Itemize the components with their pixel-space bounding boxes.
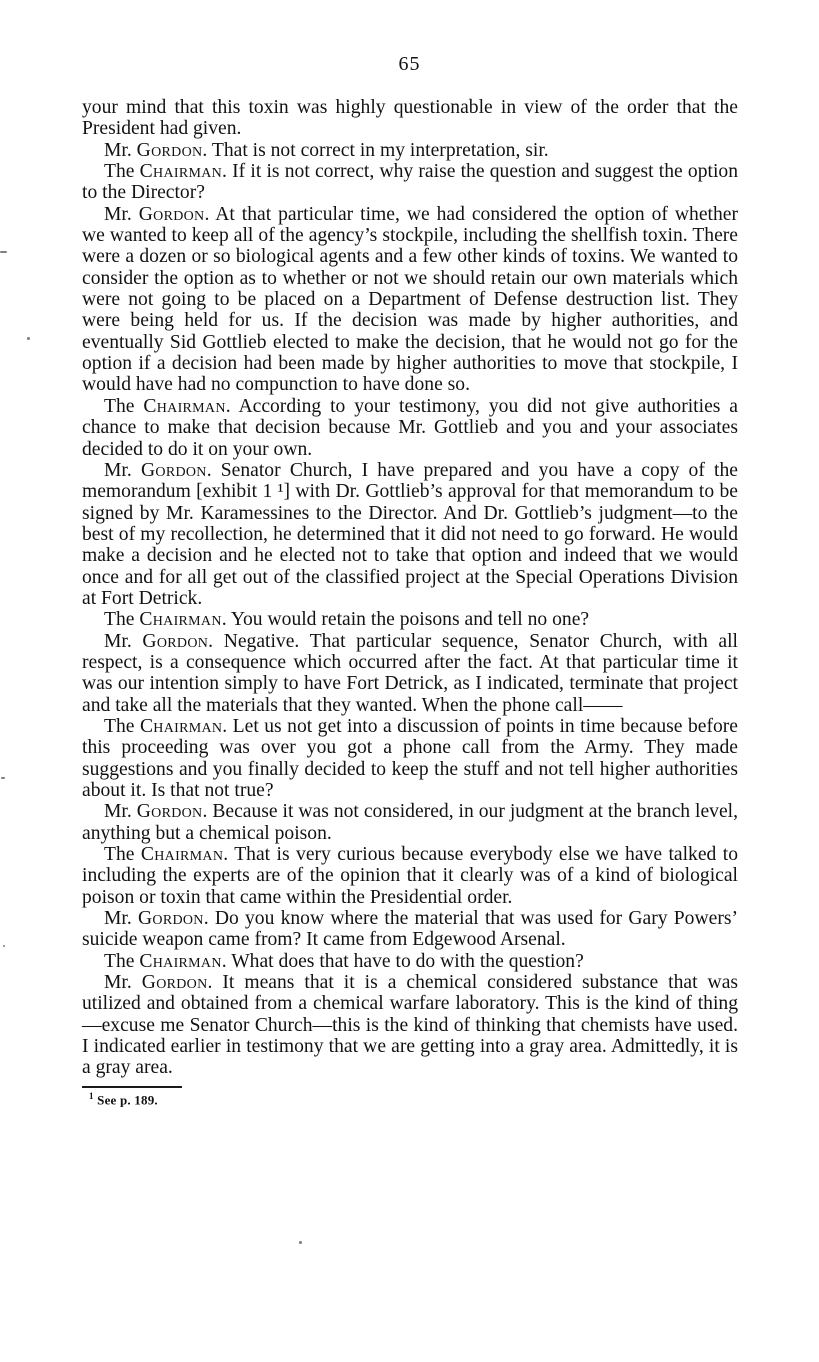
footnote-block xyxy=(82,1086,819,1108)
speaker-name: Gordon xyxy=(138,203,205,225)
scan-artifact xyxy=(0,251,7,253)
transcript-paragraph: Mr. Gordon. Because it was not considered, in our judgment at the branch level, anything but a chemical poison. xyxy=(82,801,739,844)
speaker-label: Mr. Gordon. xyxy=(104,459,221,481)
speaker-name: Gordon xyxy=(137,908,204,930)
transcript-paragraph: Mr. Gordon. Senator Church, I have prepared and you have a copy of the memorandum [exhibit 1 ¹] with Dr. Gottlieb’s approval for that memorandum to be signed by Mr. Karamessines to the Director. And Dr. Gottlieb’s judgment—to the best of my recollection, he determined that it did not need to go forward. He would make a decision and he elected not to take that option and indeed that we would once and for all get out of the classified project at the Special Operations Division at Fort Detrick. xyxy=(82,459,738,609)
speaker-name: Chairman xyxy=(139,950,222,972)
transcript-paragraph: The Chairman. What does that have to do with the question? xyxy=(104,950,584,972)
transcript-paragraph: Mr. Gordon. At that particular time, we had considered the option of whether we wanted to keep all of the agency’s stockpile, including the shellfish toxin. There were a dozen or so biological agents and a few other kinds of toxins. We wanted to consider the option as to whether or not we should retain our own materials which were not going to be placed on a Department of Defense destruction list. They were being held for us. If the decision was made by higher authorities, and eventually Sid Gottlieb elected to make the decision, that he would not go for the option if a decision had been made by higher authorities to move that stockpile, I would have had no compunction to have done so. xyxy=(82,203,738,396)
transcript-paragraph: Mr. Gordon. It means that it is a chemical considered substance that was utilized and obtained from a chemical warfare laboratory. This is the kind of thing—excuse me Senator Church—this is the kind of thinking that chemists have used. I indicated earlier in testimony that we are getting into a gray area. Admittedly, it is a gray area. xyxy=(82,972,739,1079)
speaker-name: Chairman xyxy=(139,609,222,631)
speaker-name: Gordon xyxy=(136,801,203,823)
transcript-paragraph: Mr. Gordon. That is not correct in my interpretation, sir. xyxy=(104,139,549,161)
speaker-label: The Chairman. xyxy=(104,609,231,631)
footnote-marker: 1 xyxy=(89,1090,94,1101)
speaker-name: Gordon xyxy=(142,630,209,652)
footnote-text: See p. 189. xyxy=(97,1092,158,1108)
scan-artifact xyxy=(27,337,30,340)
speaker-name: Gordon xyxy=(140,459,207,481)
transcript-paragraph: The Chairman. That is very curious because everybody else we have talked to including the experts are of the opinion that it clearly was of a kind of biological poison or toxin that came within the Presidential order. xyxy=(82,844,738,908)
scan-artifact xyxy=(1,777,5,779)
speaker-label: Mr. Gordon. xyxy=(104,139,212,161)
speaker-name: Chairman xyxy=(139,715,223,737)
speaker-label: Mr. Gordon. xyxy=(104,972,223,994)
transcript-paragraph: The Chairman. You would retain the poisons and tell no one? xyxy=(104,609,590,631)
speaker-name: Chairman xyxy=(140,844,224,866)
transcript-paragraph: your mind that this toxin was highly questionable in view of the order that the President had given. xyxy=(82,97,738,140)
speaker-label: Mr. Gordon. xyxy=(104,630,224,652)
speaker-label: Mr. Gordon. xyxy=(104,203,216,225)
page-number: 65 xyxy=(398,53,421,75)
speaker-label: Mr. Gordon. xyxy=(104,801,213,823)
transcript-paragraph: Mr. Gordon. Negative. That particular sequence, Senator Church, with all respect, is a consequence which occurred after the fact. At that particular time it was our intention simply to have Fort Detrick, as I indicated, terminate that project and take all the materials that they wanted. When the phone call—— xyxy=(82,630,739,716)
transcript-paragraph: The Chairman. Let us not get into a discussion of points in time because before this proceeding was over you got a phone call from the Army. They made suggestions and you finally decided to keep the stuff and not tell higher authorities about it. Is that not true? xyxy=(82,715,738,801)
speaker-label: The Chairman. xyxy=(104,844,235,866)
speaker-label: The Chairman. xyxy=(104,715,233,737)
speaker-label: The Chairman. xyxy=(104,395,239,417)
speaker-name: Chairman xyxy=(139,161,223,183)
speaker-name: Gordon xyxy=(136,139,203,161)
speaker-label: The Chairman. xyxy=(104,161,233,183)
speaker-name: Chairman xyxy=(143,395,226,417)
scan-artifact xyxy=(3,945,5,947)
footnote xyxy=(82,1091,819,1108)
transcript-body xyxy=(82,97,738,1079)
transcript-paragraph: The Chairman. If it is not correct, why raise the question and suggest the option to the Director? xyxy=(82,161,738,204)
transcript-paragraph: Mr. Gordon. Do you know where the material that was used for Gary Powers’ suicide weapon came from? It came from Edgewood Arsenal. xyxy=(82,908,739,951)
scan-artifact xyxy=(299,1241,302,1244)
transcript-paragraph: The Chairman. According to your testimony, you did not give authorities a chance to make that decision because Mr. Gottlieb and you and your associates decided to do it on your own. xyxy=(82,395,738,460)
footnote-rule xyxy=(82,1086,182,1088)
speaker-label: The Chairman. xyxy=(104,950,232,972)
speaker-name: Gordon xyxy=(141,972,208,994)
speaker-label: Mr. Gordon. xyxy=(104,908,215,930)
